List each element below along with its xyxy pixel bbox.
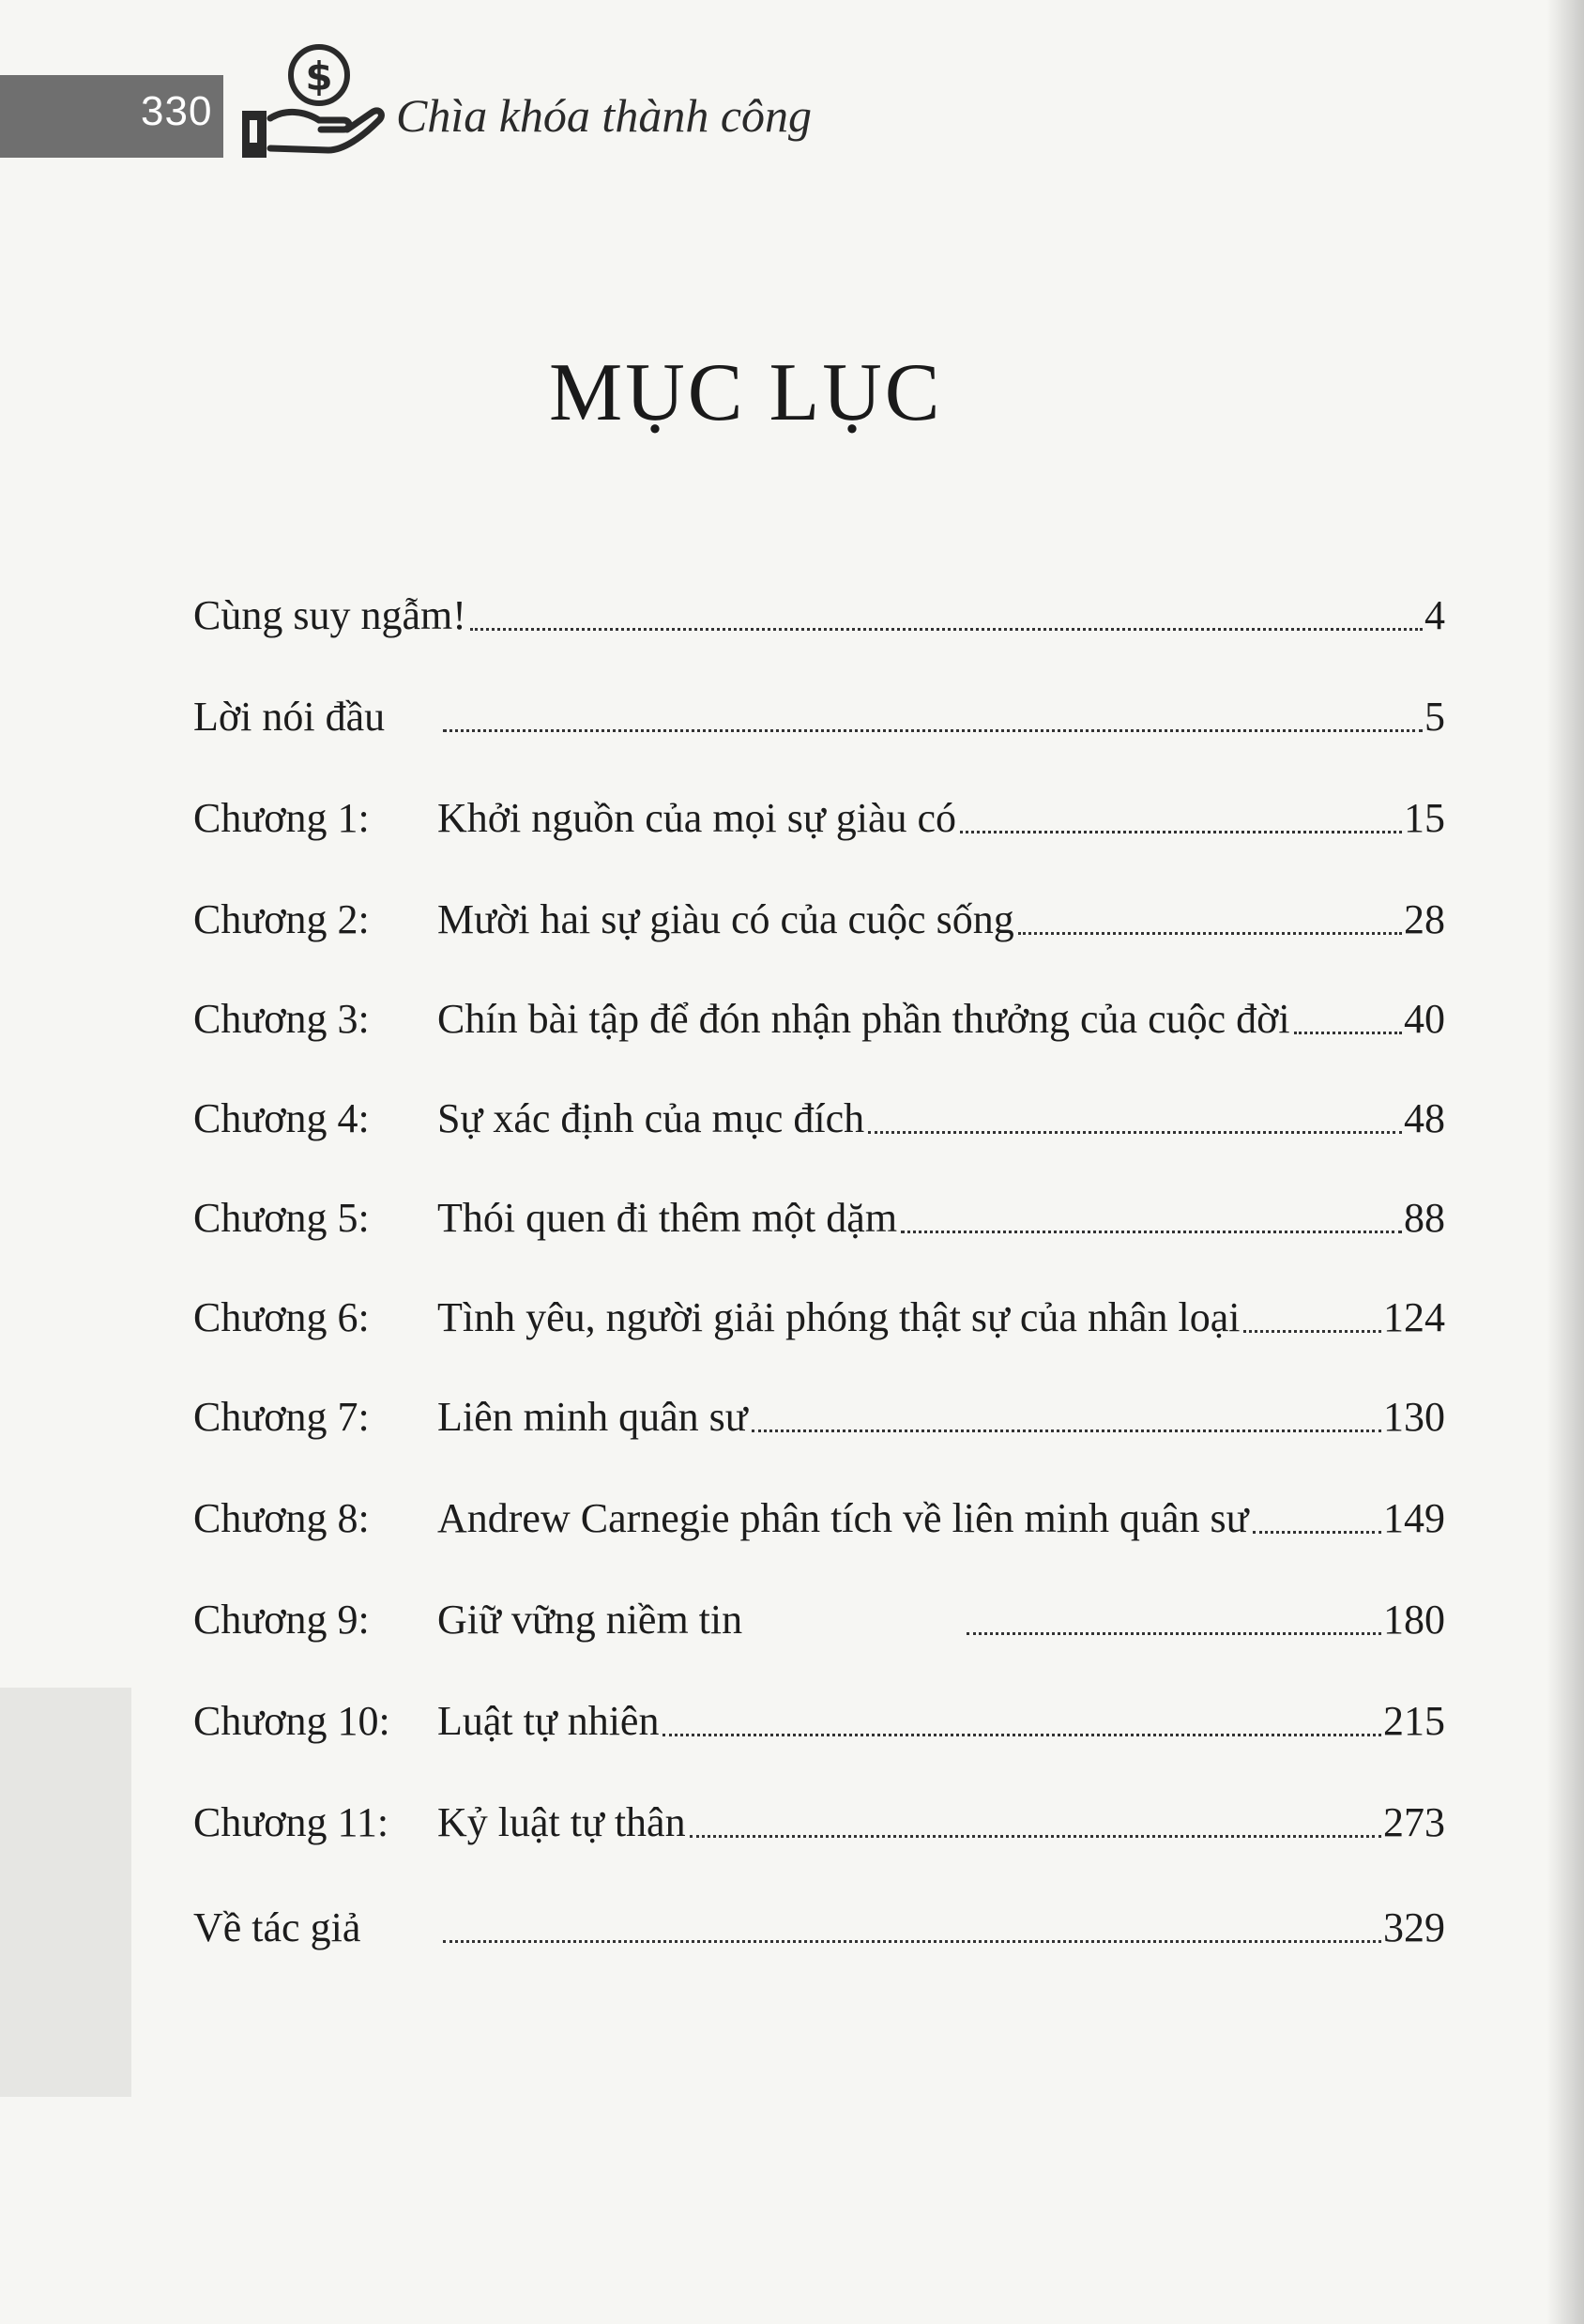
toc-entry-title: Liên minh quân sư <box>437 1389 752 1445</box>
dot-leader <box>443 1900 1381 1943</box>
svg-text:$: $ <box>305 54 333 99</box>
dot-leader <box>443 689 1423 732</box>
toc-entry-title: Cùng suy ngẫm! <box>193 588 470 644</box>
page-number: 330 <box>141 88 213 134</box>
toc-entry <box>193 1900 1445 1956</box>
toc-entry-title: Sự xác định của mục đích <box>437 1091 868 1147</box>
toc-entry-title: Tình yêu, người giải phóng thật sự của nhân loại <box>437 1290 1243 1346</box>
dot-leader <box>663 1693 1381 1736</box>
toc-entry <box>193 1693 1445 1750</box>
toc-entry-title: Khởi nguồn của mọi sự giàu có <box>437 790 960 847</box>
toc-entry-title: Về tác giả <box>193 1900 443 1956</box>
toc-page-number: 149 <box>1381 1491 1445 1547</box>
toc-entry-title: Andrew Carnegie phân tích về liên minh quân sư <box>437 1491 1253 1547</box>
toc-page-number: 40 <box>1402 991 1445 1047</box>
toc-chapter-label: Chương 8: <box>193 1495 370 1541</box>
toc-entry-title: Chín bài tập để đón nhận phần thưởng của cuộc đời <box>437 991 1294 1047</box>
toc-page-number: 28 <box>1402 892 1445 948</box>
toc-entry-title: Thói quen đi thêm một dặm <box>437 1190 901 1246</box>
toc-chapter-label: Chương 2: <box>193 896 370 942</box>
toc-page-number: 124 <box>1381 1290 1445 1346</box>
toc-chapter-label: Chương 5: <box>193 1195 370 1241</box>
toc-page-number: 48 <box>1402 1091 1445 1147</box>
toc-entry <box>193 1795 1445 1851</box>
toc-heading: MỤC LỤC <box>549 347 943 438</box>
toc-page-number: 88 <box>1402 1190 1445 1246</box>
toc-entry <box>193 1592 1445 1648</box>
toc-page-number: 329 <box>1381 1900 1445 1956</box>
toc-entry <box>193 1190 1445 1246</box>
toc-entry-title: Kỷ luật tự thân <box>437 1795 690 1851</box>
dot-leader <box>752 1389 1381 1432</box>
toc-chapter-label: Chương 6: <box>193 1294 370 1340</box>
dot-leader <box>960 790 1402 833</box>
book-title: Chìa khóa thành công <box>396 89 813 142</box>
dot-leader <box>901 1190 1402 1233</box>
toc-page-number: 4 <box>1423 588 1445 644</box>
dot-leader <box>1253 1491 1381 1534</box>
toc-chapter-label: Chương 11: <box>193 1799 389 1845</box>
toc-entry <box>193 1091 1445 1147</box>
dot-leader <box>967 1592 1381 1635</box>
toc-entry <box>193 892 1445 948</box>
toc-entry <box>193 588 1445 644</box>
toc-entry-title: Giữ vững niềm tin <box>437 1592 967 1648</box>
toc-page-number: 180 <box>1381 1592 1445 1648</box>
toc-page-number: 215 <box>1381 1693 1445 1750</box>
dot-leader <box>1294 991 1402 1034</box>
toc-chapter-label: Chương 4: <box>193 1095 370 1141</box>
dot-leader <box>1243 1290 1381 1333</box>
toc-entry <box>193 790 1445 847</box>
toc-chapter-label: Chương 1: <box>193 795 370 841</box>
toc-entry <box>193 1290 1445 1346</box>
toc-page-number: 273 <box>1381 1795 1445 1851</box>
toc-chapter-label: Chương 3: <box>193 996 370 1042</box>
toc-chapter-label: Chương 10: <box>193 1698 390 1744</box>
toc-entry <box>193 991 1445 1047</box>
money-hand-logo-icon <box>238 39 388 161</box>
dot-leader <box>1018 892 1402 935</box>
toc-page-number: 130 <box>1381 1389 1445 1445</box>
page-edge-shadow <box>1546 0 1584 2324</box>
toc-page-number: 5 <box>1423 689 1445 745</box>
toc-entry-title: Mười hai sự giàu có của cuộc sống <box>437 892 1018 948</box>
toc-entry-title: Lời nói đầu <box>193 689 443 745</box>
toc-entry <box>193 1491 1445 1547</box>
side-tab-marker <box>0 1688 131 2097</box>
toc-entry <box>193 689 1445 745</box>
toc-page-number: 15 <box>1402 790 1445 847</box>
toc-entry <box>193 1389 1445 1445</box>
dot-leader <box>690 1795 1381 1838</box>
dot-leader <box>470 588 1423 631</box>
toc-entry-title: Luật tự nhiên <box>437 1693 663 1750</box>
toc-chapter-label: Chương 9: <box>193 1597 370 1643</box>
toc-chapter-label: Chương 7: <box>193 1394 370 1440</box>
dot-leader <box>868 1091 1402 1134</box>
